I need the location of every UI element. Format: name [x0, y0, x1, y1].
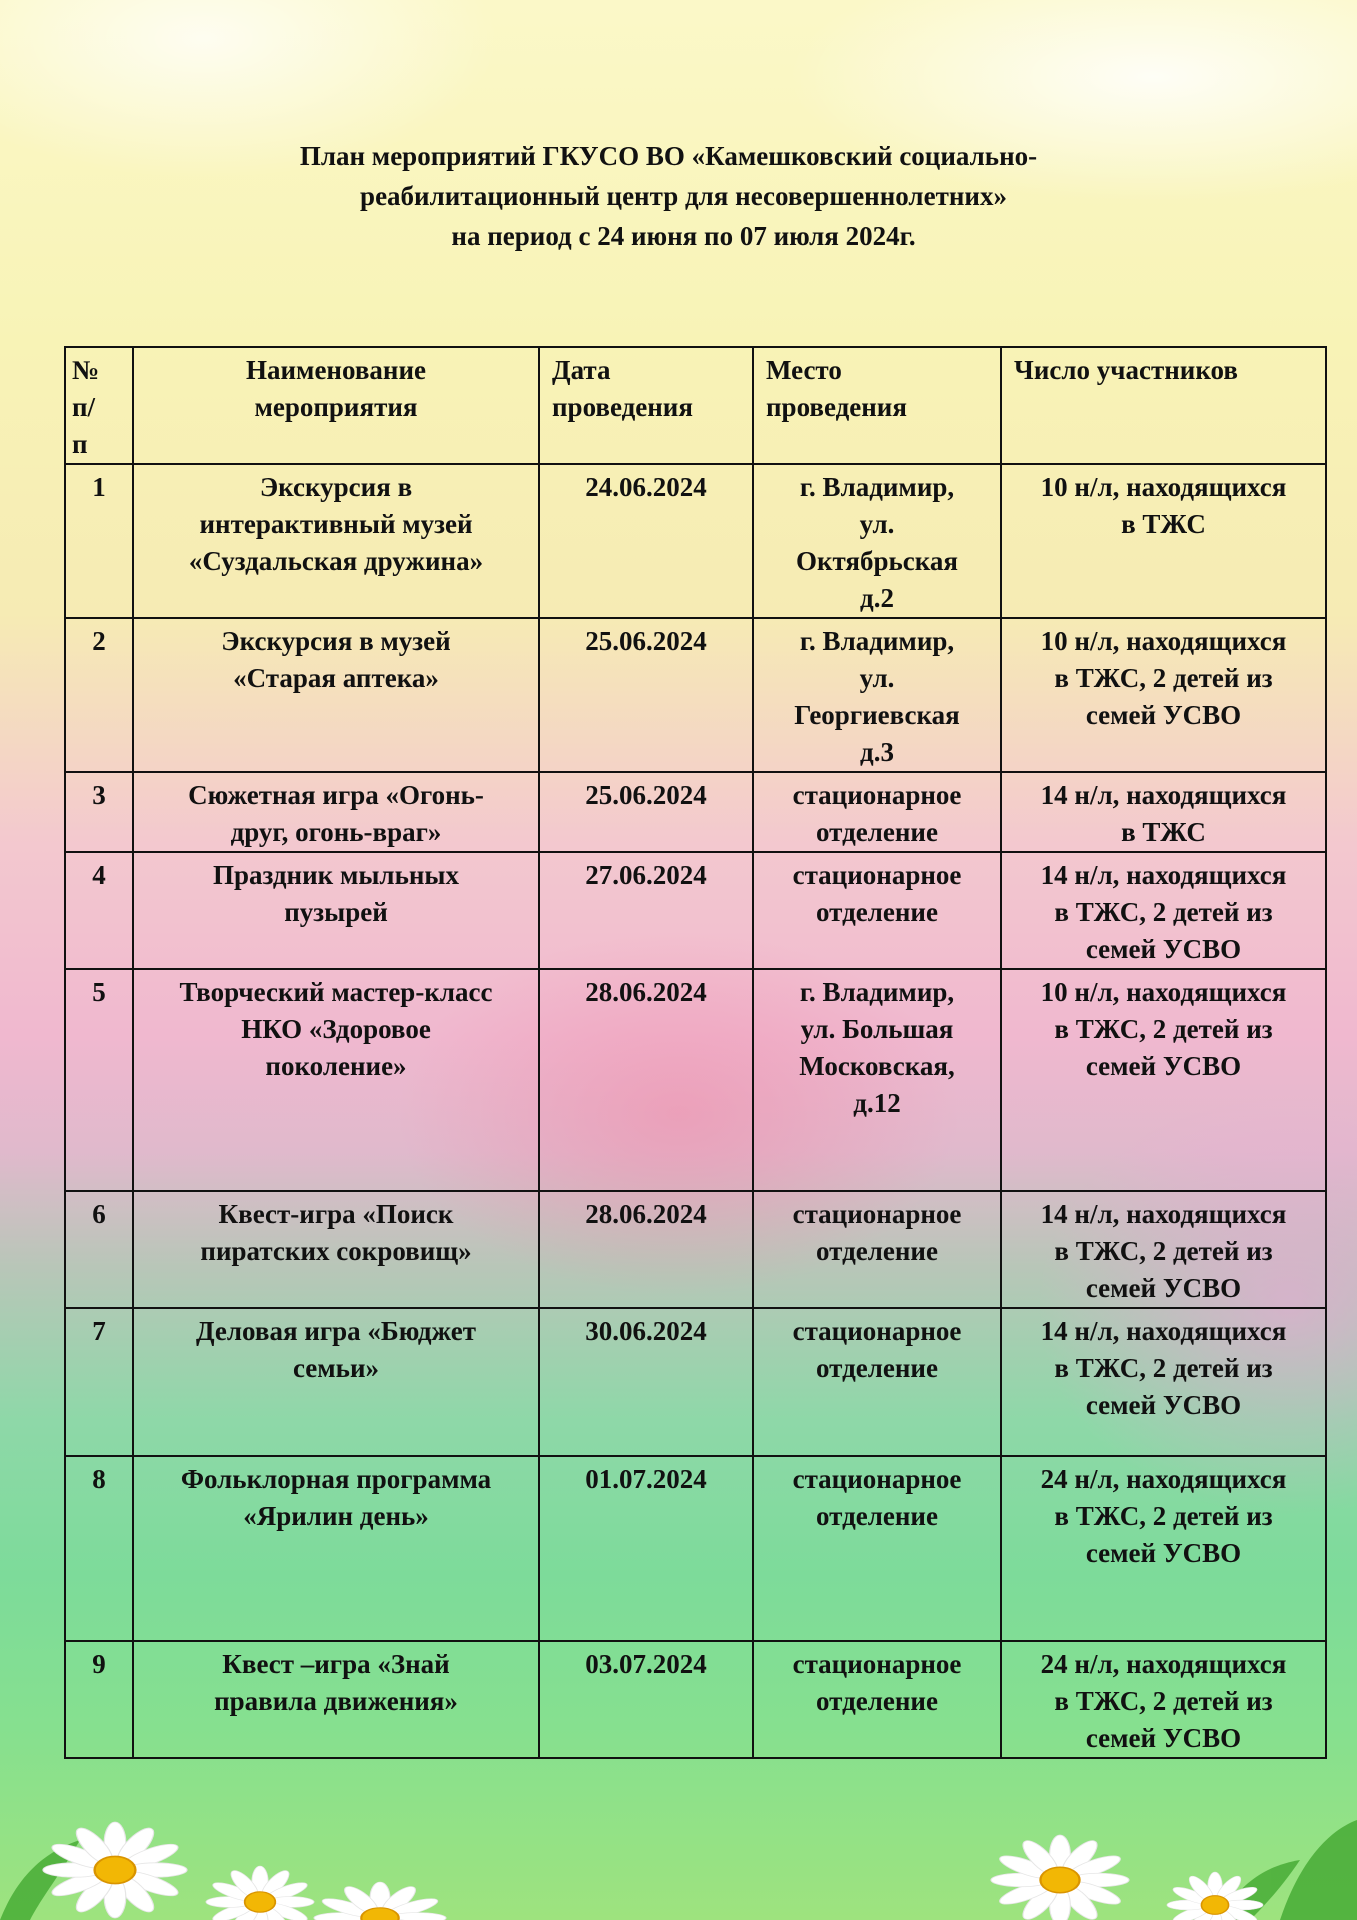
title-line-3: на период с 24 июня по 07 июля 2024г. — [451, 221, 916, 251]
cell-place — [753, 1641, 1001, 1758]
cell-num — [65, 1308, 133, 1456]
header-name — [133, 347, 539, 464]
header-num — [65, 347, 133, 464]
cell-num-text: 2 — [92, 626, 106, 656]
cell-num — [65, 464, 133, 618]
cell-place — [753, 772, 1001, 852]
header-date — [539, 347, 753, 464]
cell-name — [133, 1308, 539, 1456]
cell-name-text: Творческий мастер-класс НКО «Здоровое поколение» — [179, 977, 493, 1081]
cell-name — [133, 1191, 539, 1308]
cell-name — [133, 1641, 539, 1758]
table-row — [65, 1191, 1326, 1308]
header-num-text: № п/ п — [72, 355, 100, 459]
cell-num-text: 9 — [92, 1649, 106, 1679]
table-row — [65, 772, 1326, 852]
header-place-text: Место проведения — [766, 355, 907, 422]
cell-place — [753, 1308, 1001, 1456]
table-row — [65, 618, 1326, 772]
cell-num-text: 6 — [92, 1199, 106, 1229]
cell-place-text: стационарное отделение — [792, 780, 962, 847]
cell-num-text: 3 — [92, 780, 106, 810]
cell-place — [753, 969, 1001, 1191]
cell-place — [753, 464, 1001, 618]
cell-place-text: стационарное отделение — [792, 1464, 962, 1531]
cell-place-text: г. Владимир, ул. Георгиевская д.3 — [794, 626, 960, 767]
cell-num-text: 5 — [92, 977, 106, 1007]
header-participants — [1001, 347, 1326, 464]
cell-date-text: 24.06.2024 — [585, 472, 707, 502]
cell-num — [65, 618, 133, 772]
cell-num — [65, 1456, 133, 1641]
header-date-text: Дата проведения — [552, 355, 693, 422]
cell-participants-text: 24 н/л, находящихся в ТЖС, 2 детей из семей УСВО — [1040, 1649, 1287, 1753]
cell-num-text: 4 — [92, 860, 106, 890]
cell-date-text: 28.06.2024 — [585, 1199, 707, 1229]
cell-place — [753, 1191, 1001, 1308]
cell-name-text: Фольклорная программа «Ярилин день» — [180, 1464, 492, 1531]
cell-num — [65, 852, 133, 969]
cell-name — [133, 464, 539, 618]
table-row — [65, 1308, 1326, 1456]
cell-name-text: Праздник мыльных пузырей — [213, 860, 459, 927]
cell-date — [539, 772, 753, 852]
cell-name — [133, 772, 539, 852]
cell-date — [539, 1456, 753, 1641]
cell-date — [539, 1308, 753, 1456]
cell-name — [133, 969, 539, 1191]
cell-date — [539, 1641, 753, 1758]
header-name-text: Наименование мероприятия — [246, 355, 426, 422]
cell-place-text: г. Владимир, ул. Большая Московская, д.12 — [799, 977, 955, 1118]
table-row — [65, 1641, 1326, 1758]
cell-num-text: 8 — [92, 1464, 106, 1494]
cell-place — [753, 618, 1001, 772]
cell-date-text: 28.06.2024 — [585, 977, 707, 1007]
cell-num-text: 1 — [92, 472, 106, 502]
cell-participants — [1001, 1641, 1326, 1758]
cell-place-text: стационарное отделение — [792, 1649, 962, 1716]
cell-date — [539, 618, 753, 772]
table-row — [65, 1456, 1326, 1641]
cell-name — [133, 852, 539, 969]
cell-participants — [1001, 772, 1326, 852]
daisy-flowers-decoration — [0, 1780, 1357, 1920]
cell-participants-text: 10 н/л, находящихся в ТЖС, 2 детей из семей УСВО — [1040, 626, 1287, 730]
cell-name — [133, 1456, 539, 1641]
cell-participants-text: 24 н/л, находящихся в ТЖС, 2 детей из семей УСВО — [1040, 1464, 1287, 1568]
cell-name-text: Деловая игра «Бюджет семьи» — [196, 1316, 476, 1383]
cell-place-text: стационарное отделение — [792, 1316, 962, 1383]
cell-num-text: 7 — [92, 1316, 106, 1346]
table-row — [65, 464, 1326, 618]
cell-participants — [1001, 618, 1326, 772]
cell-place — [753, 1456, 1001, 1641]
cell-name-text: Квест –игра «Знай правила движения» — [214, 1649, 458, 1716]
cell-place-text: стационарное отделение — [792, 1199, 962, 1266]
cell-num — [65, 772, 133, 852]
cell-date-text: 01.07.2024 — [585, 1464, 707, 1494]
header-participants-text: Число участников — [1014, 355, 1238, 385]
title-line-2: реабилитационный центр для несовершеннолетних» — [360, 181, 1007, 211]
events-table — [64, 346, 1327, 1759]
document-title — [0, 136, 1357, 256]
cell-participants — [1001, 464, 1326, 618]
cell-num — [65, 969, 133, 1191]
cell-date-text: 25.06.2024 — [585, 780, 707, 810]
table-row — [65, 969, 1326, 1191]
cell-participants-text: 14 н/л, находящихся в ТЖС — [1040, 780, 1287, 847]
cell-participants-text: 14 н/л, находящихся в ТЖС, 2 детей из семей УСВО — [1040, 1316, 1287, 1420]
cell-name-text: Сюжетная игра «Огонь- друг, огонь-враг» — [188, 780, 484, 847]
cell-place-text: стационарное отделение — [792, 860, 962, 927]
cell-participants — [1001, 1456, 1326, 1641]
cell-date — [539, 852, 753, 969]
cell-name-text: Экскурсия в музей «Старая аптека» — [221, 626, 451, 693]
cell-participants — [1001, 1308, 1326, 1456]
cell-num — [65, 1641, 133, 1758]
table-header-row — [65, 347, 1326, 464]
cell-date — [539, 1191, 753, 1308]
cell-name-text: Экскурсия в интерактивный музей «Суздальская дружина» — [188, 472, 484, 576]
cell-participants-text: 10 н/л, находящихся в ТЖС — [1040, 472, 1287, 539]
cell-participants — [1001, 852, 1326, 969]
cell-participants-text: 14 н/л, находящихся в ТЖС, 2 детей из семей УСВО — [1040, 860, 1287, 964]
cell-date-text: 30.06.2024 — [585, 1316, 707, 1346]
table-row — [65, 852, 1326, 969]
cell-participants — [1001, 1191, 1326, 1308]
cell-date-text: 25.06.2024 — [585, 626, 707, 656]
title-line-1: План мероприятий ГКУСО ВО «Камешковский социально- — [299, 141, 1038, 171]
cell-date — [539, 969, 753, 1191]
cell-name-text: Квест-игра «Поиск пиратских сокровищ» — [200, 1199, 472, 1266]
cell-num — [65, 1191, 133, 1308]
cell-date-text: 03.07.2024 — [585, 1649, 707, 1679]
header-place — [753, 347, 1001, 464]
cell-date — [539, 464, 753, 618]
cell-name — [133, 618, 539, 772]
cell-place-text: г. Владимир, ул. Октябрьская д.2 — [795, 472, 959, 613]
cell-participants — [1001, 969, 1326, 1191]
cell-participants-text: 10 н/л, находящихся в ТЖС, 2 детей из семей УСВО — [1040, 977, 1287, 1081]
cell-date-text: 27.06.2024 — [585, 860, 707, 890]
cell-place — [753, 852, 1001, 969]
cell-participants-text: 14 н/л, находящихся в ТЖС, 2 детей из семей УСВО — [1040, 1199, 1287, 1303]
